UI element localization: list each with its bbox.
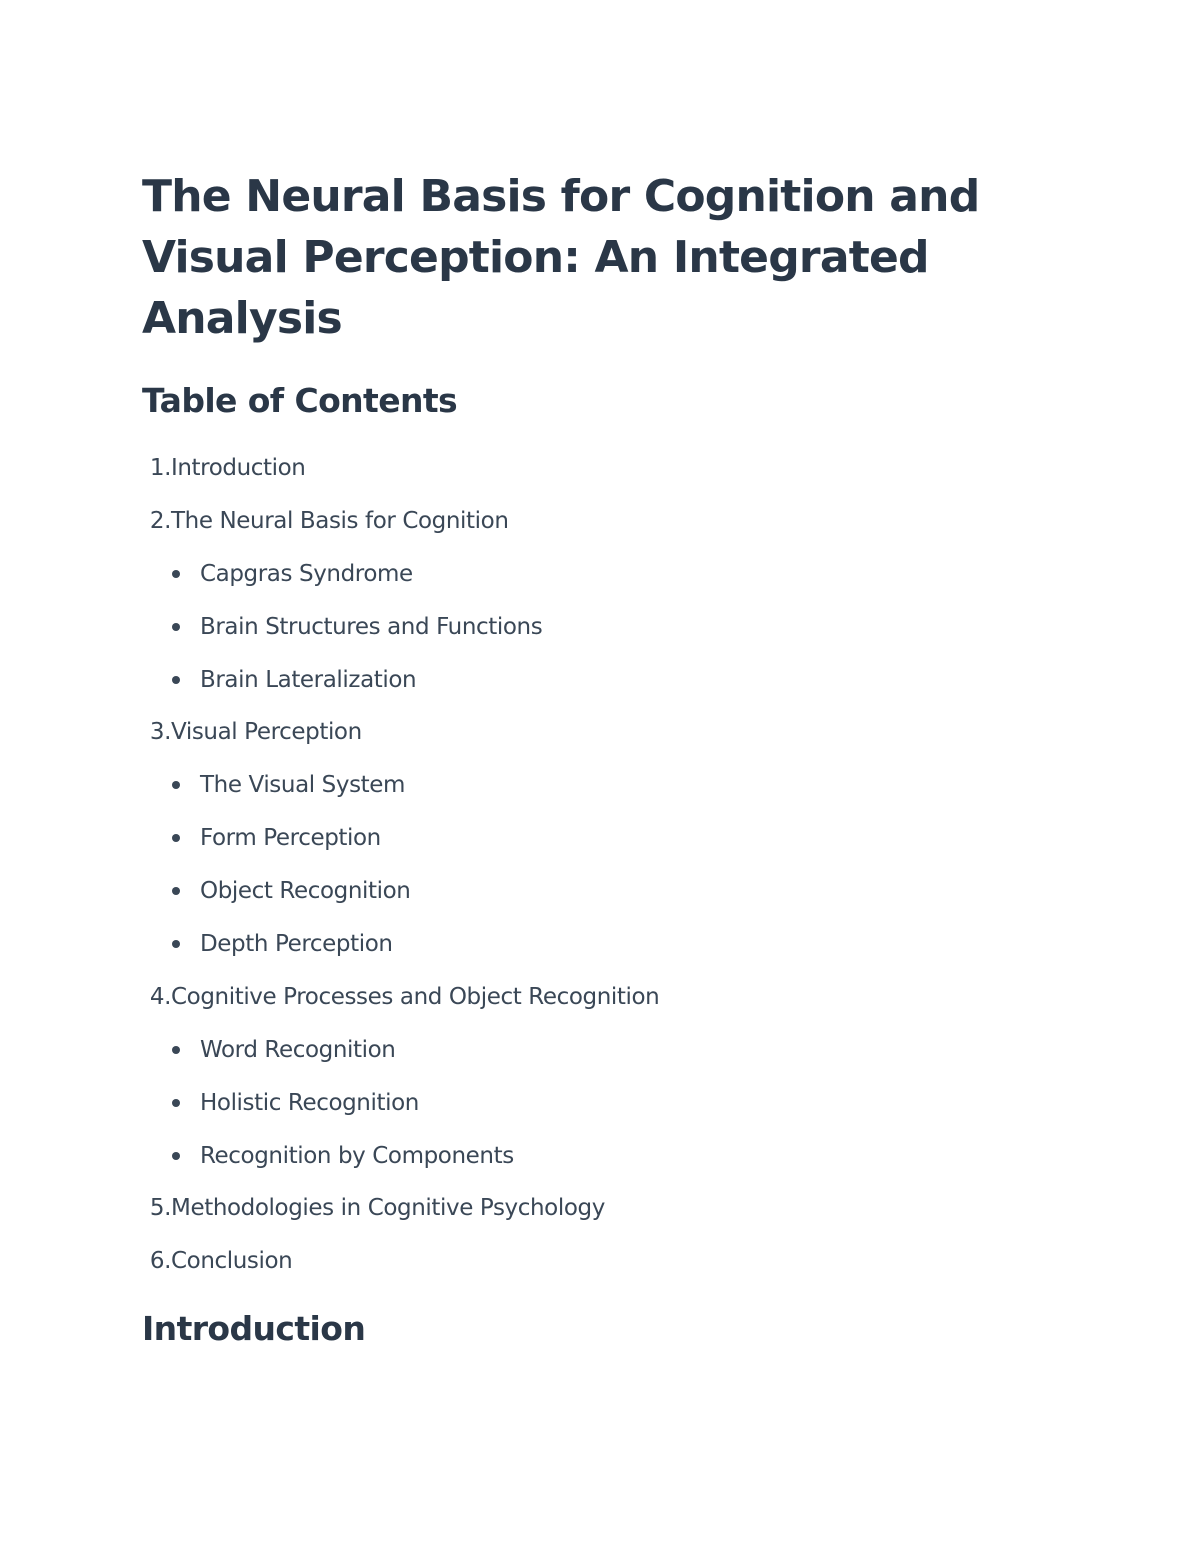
toc-item-number: 5. [149,1195,171,1222]
toc-heading: Table of Contents [142,381,458,420]
toc-item-label: Holistic Recognition [200,1089,419,1116]
toc-item[interactable] [142,714,659,767]
toc-item[interactable] [142,503,659,556]
toc-item-number: 2. [149,507,171,534]
toc-subitem[interactable] [142,767,659,820]
toc-item-label: Capgras Syndrome [200,560,413,587]
toc-item-label: Brain Lateralization [200,666,417,693]
toc-item-number: 6. [149,1248,171,1275]
bullet-icon [172,1046,180,1054]
section-heading-introduction: Introduction [142,1309,366,1348]
toc-item-label: The Neural Basis for Cognition [171,507,509,534]
toc-item-number: 4. [149,983,171,1010]
toc-item[interactable] [142,450,659,503]
toc-item-label: Introduction [171,455,306,481]
toc-item-label: Methodologies in Cognitive Psychology [171,1195,605,1222]
toc-item[interactable] [142,979,659,1032]
bullet-icon [172,676,180,684]
table-of-contents [142,450,659,1296]
toc-item-number: 1. [149,455,171,481]
toc-item-label: Cognitive Processes and Object Recognition [171,983,660,1010]
toc-item-label: Recognition by Components [200,1142,514,1169]
bullet-icon [172,781,180,789]
toc-item-label: Brain Structures and Functions [200,613,543,640]
toc-item-label: Form Perception [200,825,381,852]
document-title: The Neural Basis for Cognition and Visual Perception: An Integrated Analysis [142,171,980,344]
bullet-icon [172,834,180,842]
bullet-icon [172,1099,180,1107]
toc-item-label: Conclusion [171,1248,293,1275]
bullet-icon [172,570,180,578]
toc-subitem[interactable] [142,662,659,715]
toc-item-label: Object Recognition [200,878,411,905]
bullet-icon [172,623,180,631]
toc-subitem[interactable] [142,1138,659,1191]
toc-item[interactable] [142,1190,659,1243]
toc-item-label: Visual Perception [171,719,362,746]
bullet-icon [172,940,180,948]
toc-item-label: Depth Perception [200,931,393,958]
toc-item-label: Word Recognition [200,1036,396,1063]
toc-subitem[interactable] [142,609,659,662]
bullet-icon [172,887,180,895]
bullet-icon [172,1152,180,1160]
toc-subitem[interactable] [142,926,659,979]
toc-item-label: The Visual System [200,772,406,799]
toc-subitem[interactable] [142,1032,659,1085]
toc-subitem[interactable] [142,873,659,926]
toc-item-number: 3. [149,719,171,746]
toc-subitem[interactable] [142,556,659,609]
toc-subitem[interactable] [142,1085,659,1138]
toc-item[interactable] [142,1243,659,1296]
toc-subitem[interactable] [142,820,659,873]
